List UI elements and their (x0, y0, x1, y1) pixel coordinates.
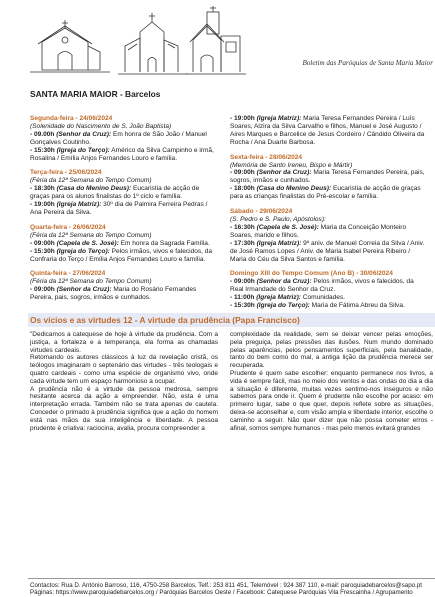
article-right-column (230, 331, 433, 432)
day-note: (Féria da 12ª Semana do Tempo Comum) (30, 177, 152, 185)
mass-place: (Igreja Matriz): (56, 201, 102, 209)
mass-entry (30, 131, 214, 147)
mass-intention: Maria Teresa Fernandes Pereira / Luís Soares, Alzira da Silva Carvalho e filhos, Manuel e José Augusto / Aires Marques e Barcelice de Jesus Cordeiro / Cândido Oliveira da Rocha / Ana Duarte Barbosa. (230, 115, 425, 146)
day-note: (Féria da 12ª Semana do Tempo Comum) (30, 231, 152, 239)
mass-time: - 09:00h (30, 239, 55, 247)
mass-time: - 16:30h (230, 223, 255, 231)
mass-time: - 18:30h (30, 185, 55, 193)
mass-entry (230, 278, 425, 294)
mass-time: - 15:30h (30, 146, 55, 154)
mass-place: (Igreja do Terço): (56, 247, 110, 255)
mass-place: (Casa do Menino Deus): (56, 185, 132, 193)
mass-time: - 15:30h (230, 302, 255, 310)
mass-place: (Casa do Menino Deus): (256, 185, 332, 193)
footer-pages: Páginas: https://www.paroquiadebarcelos.org / Paróquias Barcelos Oeste / Facebook: Catequese Paróquias Vila Frescainha / Agrupamento (30, 589, 413, 597)
day-title: Domingo XIII do Tempo Comum (Ano B) - 30/06/2024 (230, 270, 393, 278)
mass-place: (Igreja Matriz): (256, 115, 302, 122)
article-paragraph: A prudência não é a virtude da pessoa medrosa, sempre hesitante acerca da ação a empreender. Não, esta é uma interpretação errada. Também não se trata apenas de cautela. Conceder o primado à prudência significa que a ação do homem está nas mãos da sua inteligência e liberdade. A pessoa prudente é criativa: raciocina, avalia, procura compreender a (30, 385, 218, 432)
mass-intention: Américo da Silva Campinho e irmã, Rosalina / Emília Anjos Fernandes Louro e família. (30, 146, 214, 162)
schedule-day (30, 115, 214, 162)
schedule-day (30, 270, 214, 302)
mass-entry (230, 294, 425, 302)
mass-intention: 9º aniv. de Manuel Correia da Silva / Aniv. de José Ramos Lopes / Aniv. de Maria Isabel Pereira Ribeiro / Maria do Céu da Silva Santos e família. (230, 239, 425, 263)
schedule-left-column (30, 115, 214, 309)
mass-time: - 09:00h (30, 286, 55, 294)
mass-entry (30, 185, 214, 201)
mass-entry (230, 185, 425, 201)
mass-intention: Eucaristia de acção de graças para os alunos finalistas do 1º ciclo e família. (30, 185, 200, 201)
mass-entry (30, 201, 214, 217)
article-paragraph: Retomando os autores clássicos à luz da revelação cristã, os teólogos imaginaram o septenário das virtudes - três teologais e quatro cardeais - como uma espécie de organismo vivo, onde cada virtude tem um espaço harmonioso a ocupar. (30, 354, 218, 385)
day-title: Terça-feira - 25/06/2024 (30, 169, 102, 177)
article-paragraph: Prudente é quem sabe escolher: enquanto permanece nos livros, a vida é sempre fácil, mas no meio dos ventos e das ondas do dia a dia a situação é diferente, muitas vezes sentimo-nos inseguros e não sabemos para onde ir. Quem é prudente não escolhe por acaso: em primeiro lugar, sabe o que quer, depois reflete sobre as situações, deixa-se aconselhar e, com visão ampla e liberdade interior, escolhe o caminho a seguir. Não quer dizer que não possa cometer erros - afinal, somos sempre humanos - mas pelo menos evitará grandes (230, 369, 433, 432)
mass-place: (Senhor da Cruz): (56, 286, 112, 294)
mass-intention: Em honra de São João / Manuel Gonçalves Coutinho. (30, 130, 207, 146)
day-title: Sexta-feira - 28/06/2024 (230, 153, 303, 161)
schedule-day (230, 270, 425, 310)
schedule-day (230, 208, 425, 263)
article-paragraph: "Dedicamos a catequese de hoje à virtude da prudência. Com a justiça, a fortaleza e a temperança, ela forma as chamadas virtudes cardeais. (30, 331, 218, 354)
mass-entry (230, 169, 425, 185)
bulletin-name: Boletim das Paróquias de Santa Maria Maior (302, 59, 433, 67)
mass-intention: Eucaristia de acção de graças para as crianças finalistas do Pré-escolar e família. (230, 185, 421, 201)
mass-intention: Maria Teresa Fernandes Pereira, pais, sogros, irmãos e cunhados. (230, 169, 425, 185)
mass-place: (Igreja do Terço): (256, 302, 310, 310)
mass-time: - 09.00h (30, 130, 55, 138)
schedule-day (230, 154, 425, 201)
mass-intention: Pelos irmãos, vivos e falecidos, da Real Irmandade do Senhor da Cruz. (230, 278, 414, 294)
mass-time: - 19:00h (30, 201, 55, 209)
mass-entry (230, 302, 425, 310)
footer-contacts: Contactos: Rua D. António Barroso, 116, 4750-258 Barcelos, Telf.: 253 811 451, Telemóvel : 924 387 110, e-mail: paroquiadebarcelos@sapo.pt (30, 582, 422, 589)
schedule-day (30, 224, 214, 264)
article-paragraph: complexidade da realidade, sem se deixar vencer pelas emoções, pela preguiça, pelas pressões das ilusões. Num mundo dominado pelas aparências, pelos pensamentos superficiais, pela banalidade, tanto do bem como do mal, a antiga lição da prudência merece ser recuperada. (230, 331, 433, 370)
mass-intention: Maria do Rosário Fernandes Pereira, pais, sogros, irmãos e cunhados. (30, 286, 197, 302)
mass-place: (Senhor da Cruz): (256, 169, 312, 177)
footer-divider (28, 578, 435, 579)
mass-entry (30, 240, 214, 248)
mass-place: (Igreja Matriz): (256, 294, 301, 302)
mass-time: - 19:00h (230, 115, 255, 122)
mass-time: - 09:00h (230, 169, 255, 177)
mass-time: - 18:00h (230, 185, 255, 193)
schedule-right-column (230, 115, 425, 317)
churches-drawing-icon (0, 0, 435, 82)
article-left-column (30, 331, 218, 432)
footer (30, 582, 435, 597)
mass-time: - 15:30h (30, 247, 55, 255)
day-note: (Solenidade do Nascimento de S. João Baptista) (30, 122, 172, 130)
day-title: Segunda-feira - 24/06/2024 (30, 115, 113, 122)
mass-entry (230, 224, 425, 240)
mass-intention: Maria de Fátima Abreu da Silva. (309, 302, 405, 310)
mass-entry (230, 240, 425, 264)
mass-entry (30, 147, 214, 163)
mass-place: (Capela de S. José): (56, 239, 119, 247)
mass-place: (Senhor da Cruz): (56, 130, 112, 138)
mass-time: - 11:00h (230, 294, 255, 302)
article-title: Os vícios e as virtudes 12 - A virtude da prudência (Papa Francisco) (30, 315, 300, 325)
mass-intention: Maria da Conceição Monteiro Soares, marido e filhos. (230, 223, 407, 239)
mass-entry (30, 248, 214, 264)
mass-place: (Igreja Matriz): (256, 239, 302, 247)
schedule-day (230, 115, 425, 147)
day-note: (S. Pedro e S. Paulo, Apóstolos): (230, 215, 326, 223)
schedule-day (30, 169, 214, 216)
day-title: Sábado - 29/06/2024 (230, 208, 293, 216)
header-illustration (0, 0, 435, 82)
day-title: Quarta-feira - 26/06/2024 (30, 223, 106, 231)
mass-time: - 09:00h (230, 278, 255, 286)
mass-intention: 30º dia de Palmira Ferreira Pedras / Ana Pereira da Silva. (30, 201, 208, 216)
mass-place: (Capela de S. José): (256, 223, 319, 231)
day-note: (Memória de Santo Ireneu, Bispo e Mártir) (230, 161, 353, 169)
mass-intention: Em honra da Sagrada Família. (118, 239, 210, 247)
day-note: (Féria da 12ª Semana do Tempo Comum) (30, 278, 152, 286)
day-title: Quinta-feira - 27/06/2024 (30, 270, 106, 278)
mass-time: - 17:30h (230, 239, 255, 247)
mass-place: (Igreja do Terço): (56, 146, 110, 154)
mass-entry (30, 286, 214, 302)
mass-intention: Comunidades. (300, 294, 346, 302)
mass-place: (Senhor da Cruz): (256, 278, 312, 286)
mass-entry (230, 115, 425, 147)
page-title: SANTA MARIA MAIOR - Barcelos (30, 89, 161, 99)
mass-intention: Pelos irmãos, vivos e falecidos, da Confraria do Terço / Emília Anjos Fernandes Louro e família. (30, 247, 213, 263)
